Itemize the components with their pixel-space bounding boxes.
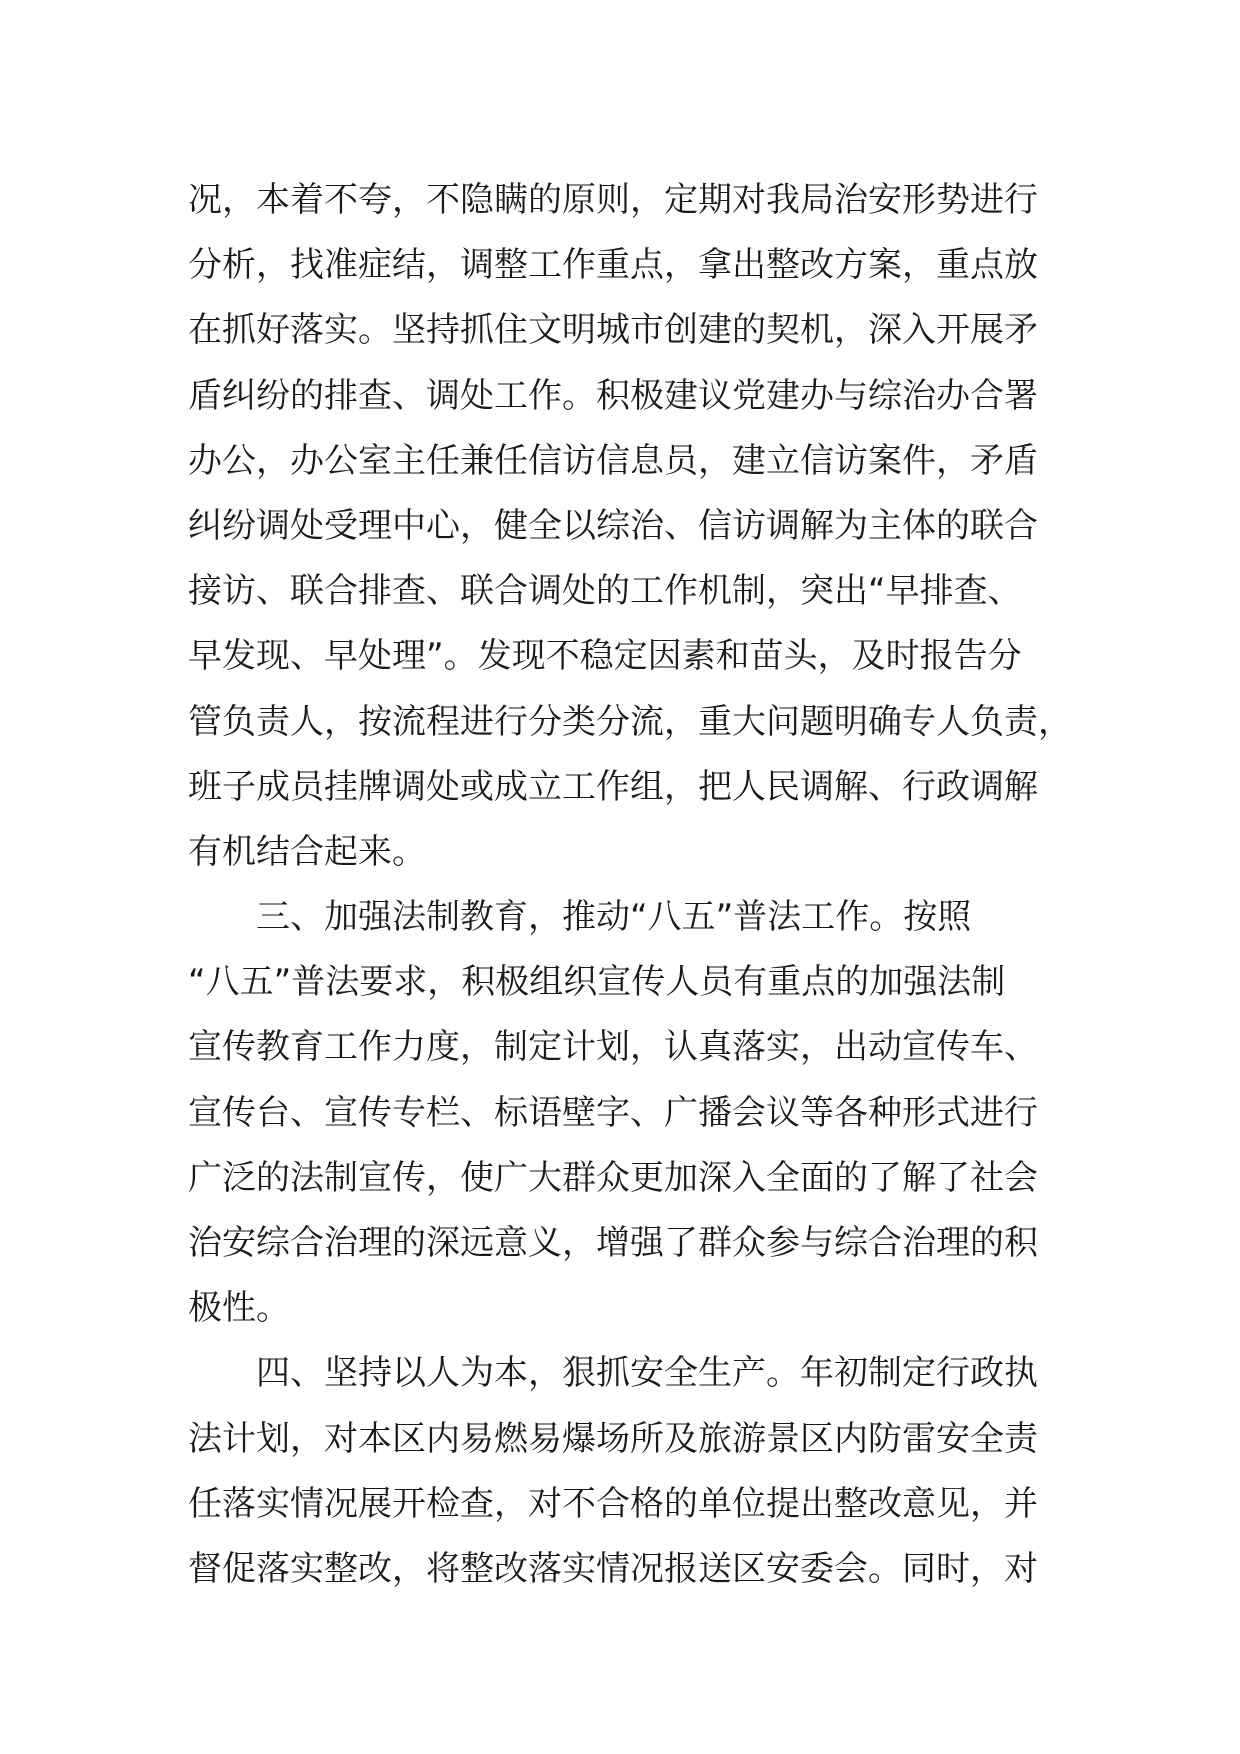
text-line: 宣传台、宣传专栏、标语壁字、广播会议等各种形式进行	[188, 1092, 1038, 1133]
text-line: 管负责人，按流程进行分类分流，重大问题明确专人负责，	[188, 701, 1072, 742]
text-line: 况，本着不夸，不隐瞒的原则，定期对我局治安形势进行	[188, 180, 1038, 220]
text-line: 盾纠纷的排查、调处工作。积极建议党建办与综治办合署	[188, 375, 1038, 416]
text-line: 班子成员挂牌调处或成立工作组，把人民调解、行政调解	[188, 766, 1038, 807]
text-line: 早发现、早处理”。发现不稳定因素和苗头，及时报告分	[188, 636, 1022, 677]
text-line: 有机结合起来。	[188, 831, 426, 872]
text-line: 分析，找准症结，调整工作重点，拿出整改方案，重点放	[188, 245, 1038, 286]
text-line: 法计划，对本区内易燃易爆场所及旅游景区内防雷安全责	[188, 1418, 1038, 1459]
text-line: 纠纷调处受理中心，健全以综治、信访调解为主体的联合	[188, 505, 1038, 546]
text-line: 接访、联合排查、联合调处的工作机制，突出“早排查、	[188, 571, 1022, 612]
text-line: 极性。	[188, 1288, 290, 1329]
text-line: 宣传教育工作力度，制定计划，认真落实，出动宣传车、	[188, 1027, 1038, 1068]
text-line: 任落实情况展开检查，对不合格的单位提出整改意见，并	[188, 1483, 1038, 1524]
text-line: “八五”普法要求，积极组织宣传人员有重点的加强法制	[188, 962, 1006, 1003]
body-text	[188, 168, 1072, 1602]
section-heading-line: 三、加强法制教育，推动“八五”普法工作。按照	[188, 897, 972, 938]
section-heading-line: 四、坚持以人为本，狠抓安全生产。年初制定行政执	[188, 1353, 1038, 1394]
text-line: 治安综合治理的深远意义，增强了群众参与综合治理的积	[188, 1223, 1038, 1263]
text-line: 广泛的法制宣传，使广大群众更加深入全面的了解了社会	[188, 1157, 1038, 1198]
text-line: 督促落实整改，将整改落实情况报送区安委会。同时，对	[188, 1548, 1038, 1589]
text-line: 办公，办公室主任兼任信访信息员，建立信访案件，矛盾	[188, 440, 1038, 481]
text-line: 在抓好落实。坚持抓住文明城市创建的契机，深入开展矛	[188, 310, 1038, 351]
